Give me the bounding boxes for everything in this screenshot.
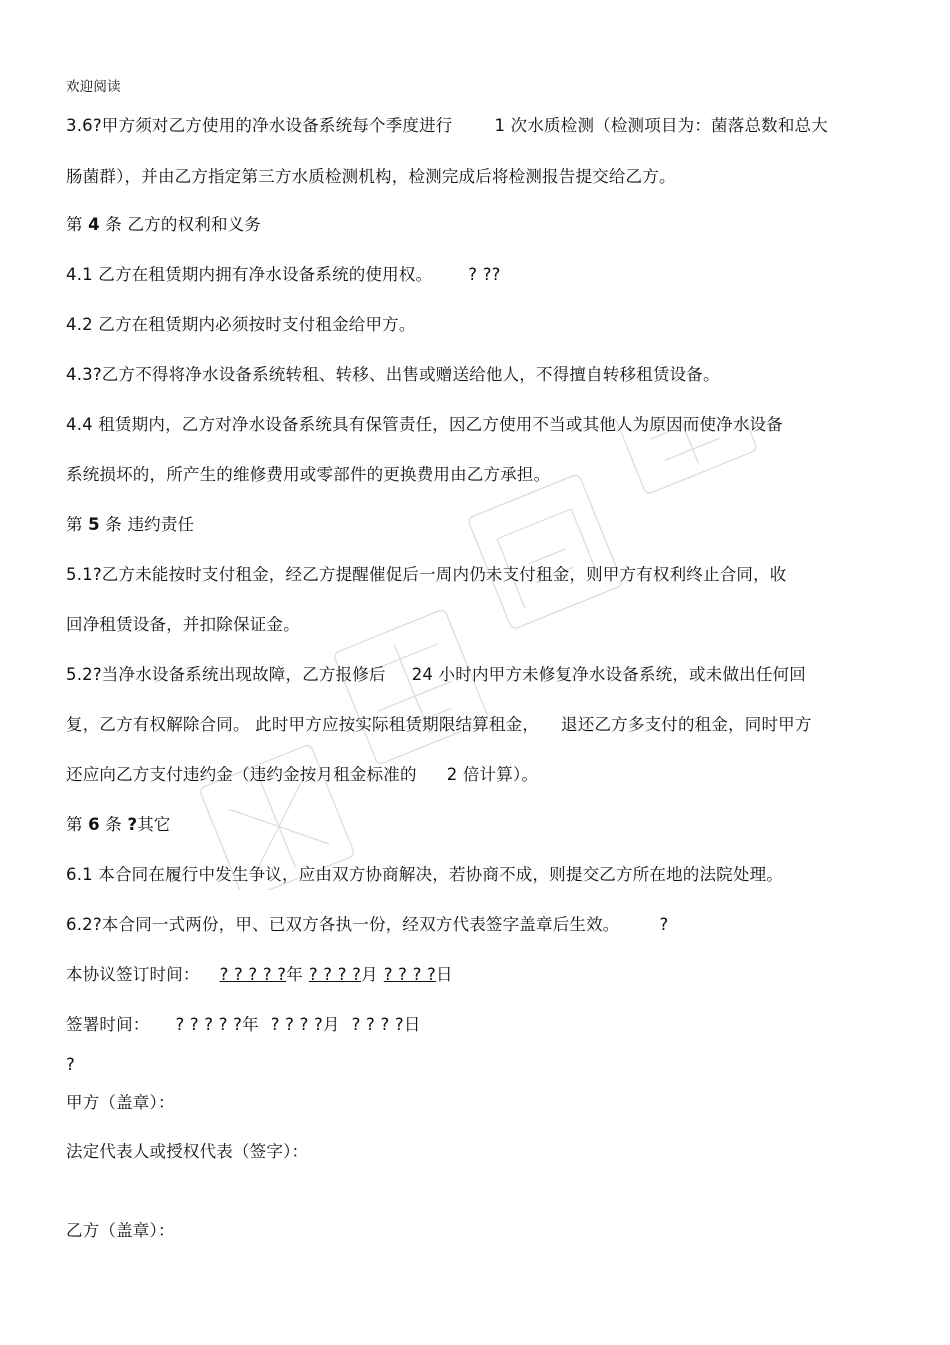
signature-month-unit: 月 (322, 1015, 340, 1034)
article-6-title: 其它 (137, 815, 171, 834)
article-5-heading (66, 514, 194, 536)
party-a-seal-label: 甲方（盖章）： (66, 1093, 175, 1112)
clause-4-4-line-2: 系统损坏的，所产生的维修费用或零部件的更换费用由乙方承担。 (66, 465, 551, 484)
clause-3-6-line-2: 肠菌群），并由乙方指定第三方水质检测机构，检测完成后将检测报告提交给乙方。 (66, 167, 676, 186)
signing-date-label: 本协议签订时间： (66, 965, 200, 984)
clause-4-3: 4.3?乙方不得将净水设备系统转租、转移、出售或赠送给他人，不得擅自转移租赁设备。 (66, 365, 720, 384)
signature-year-blank: ? ? ? ? ? (175, 1015, 243, 1034)
article-4-title: 条 乙方的权利和义务 (105, 215, 262, 234)
party-b-seal-label: 乙方（盖章）： (66, 1221, 175, 1240)
clause-6-2-mark: ? (659, 915, 669, 934)
clause-5-2-text-c: 复，乙方有权解除合同。 此时甲方应按实际租赁期限结算租金， (66, 715, 540, 734)
signing-month-blank: ? ? ? ? (308, 965, 362, 984)
clause-4-1 (66, 264, 501, 286)
signing-month-unit: 月 (361, 965, 378, 984)
article-5-title: 条 违约责任 (105, 515, 195, 534)
clause-5-1-line-1: 5.1?乙方未能按时支付租金，经乙方提醒催促后一周内仍未支付租金，则甲方有权利终止合同，收 (66, 565, 787, 584)
clause-5-2-text-f: 2 倍计算）。 (446, 765, 539, 784)
article-6-number: 6 (88, 815, 100, 834)
clause-4-1-marks: ? ?? (468, 265, 501, 284)
clause-5-2-text-a: 5.2?当净水设备系统出现故障，乙方报修后 (66, 665, 386, 684)
article-5-prefix: 第 (66, 515, 83, 534)
clause-6-1: 6.1 本合同在履行中发生争议，应由双方协商解决，若协商不成，则提交乙方所在地的法院处理。 (66, 865, 783, 884)
clause-3-6-text-a: 3.6?甲方须对乙方使用的净水设备系统每个季度进行 (66, 116, 453, 135)
clause-4-2: 4.2 乙方在租赁期内必须按时支付租金给甲方。 (66, 315, 416, 334)
article-6-suffix: 条 (105, 815, 128, 834)
clause-6-2-text: 6.2?本合同一式两份，甲、已双方各执一份，经双方代表签字盖章后生效。 (66, 915, 620, 934)
signing-day-unit: 日 (435, 965, 453, 984)
clause-3-6-text-b: 1 次水质检测（检测项目为：菌落总数和总大 (494, 116, 828, 135)
page-header: 欢迎阅读 (66, 79, 121, 95)
stray-mark: ? (66, 1055, 75, 1074)
clause-5-2-line-1 (66, 664, 806, 686)
clause-6-2 (66, 914, 668, 936)
clause-5-2-text-b: 24 小时内甲方未修复净水设备系统，或未做出任何回 (411, 665, 806, 684)
signing-year-unit: 年 (286, 965, 303, 984)
watermark-image (130, 420, 850, 890)
signature-time-label: 签署时间： (66, 1015, 150, 1034)
article-6-heading (66, 814, 171, 836)
article-4-prefix: 第 (66, 215, 83, 234)
clause-5-2-line-3 (66, 764, 538, 786)
article-6-prefix: 第 (66, 815, 83, 834)
signature-day-blank: ? ? ? ? (351, 1015, 404, 1034)
signing-date-line (66, 964, 453, 986)
signature-time-line (66, 1014, 421, 1036)
signature-year-unit: 年 (242, 1015, 259, 1034)
article-6-mark: ? (127, 815, 138, 834)
clause-3-6-line-1 (66, 115, 828, 137)
signature-month-blank: ? ? ? ? (270, 1015, 323, 1034)
clause-5-1-line-2: 回净租赁设备，并扣除保证金。 (66, 615, 300, 634)
signing-day-blank: ? ? ? ? (383, 965, 436, 984)
article-5-number: 5 (88, 515, 100, 534)
clause-5-2-text-e: 还应向乙方支付违约金（违约金按月租金标准的 (66, 765, 417, 784)
clause-4-1-text: 4.1 乙方在租赁期内拥有净水设备系统的使用权。 (66, 265, 433, 284)
clause-5-2-line-2 (66, 714, 812, 736)
clause-5-2-text-d: 退还乙方多支付的租金，同时甲方 (561, 715, 812, 734)
signing-year-blank: ? ? ? ? ? (219, 965, 287, 984)
legal-representative-label: 法定代表人或授权代表（签字）： (66, 1142, 309, 1161)
article-4-heading (66, 214, 261, 236)
signature-day-unit: 日 (403, 1015, 421, 1034)
article-4-number: 4 (88, 215, 100, 234)
clause-4-4-line-1: 4.4 租赁期内，乙方对净水设备系统具有保管责任，因乙方使用不当或其他人为原因而使净水设备 (66, 415, 783, 434)
